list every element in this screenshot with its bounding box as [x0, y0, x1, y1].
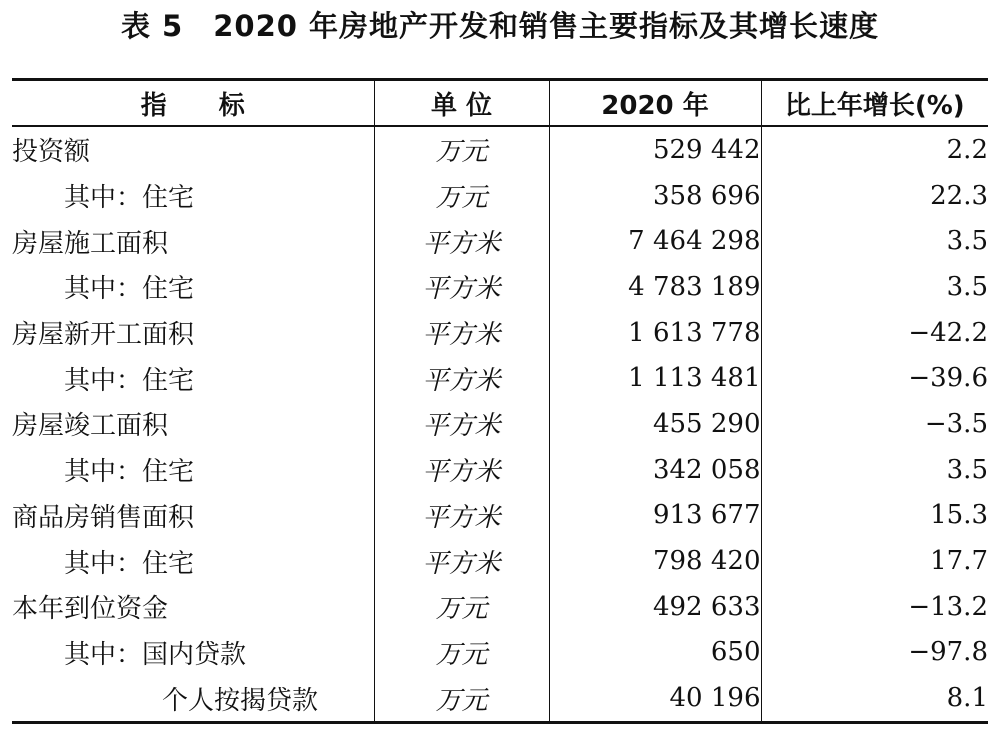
unit-cell: 平方米	[374, 401, 549, 447]
table-row	[12, 584, 988, 630]
growth-cell: 3.5	[761, 218, 988, 264]
growth-cell: −3.5	[761, 401, 988, 447]
table-row	[12, 630, 988, 676]
growth-cell: 22.3	[761, 173, 988, 219]
value-cell: 1 113 481	[549, 355, 761, 401]
table-row	[12, 675, 988, 722]
growth-cell: 15.3	[761, 493, 988, 539]
unit-cell: 平方米	[374, 493, 549, 539]
value-cell: 7 464 298	[549, 218, 761, 264]
value-cell: 40 196	[549, 675, 761, 722]
indicator-name: 房屋施工面积	[12, 228, 169, 259]
unit-cell: 平方米	[374, 264, 549, 310]
value-cell: 529 442	[549, 126, 761, 173]
growth-cell: −13.2	[761, 584, 988, 630]
growth-cell: 3.5	[761, 264, 988, 310]
indicator-table	[12, 78, 988, 724]
indicator-name: 本年到位资金	[12, 594, 169, 625]
indicator-name: 其中：住宅	[64, 457, 195, 488]
value-cell: 4 783 189	[549, 264, 761, 310]
unit-cell: 万元	[374, 126, 549, 173]
table-row	[12, 355, 988, 401]
indicator-name: 房屋竣工面积	[12, 411, 169, 442]
unit-cell: 万元	[374, 630, 549, 676]
indicator-name: 个人按揭贷款	[162, 685, 319, 716]
table-row	[12, 173, 988, 219]
unit-cell: 平方米	[374, 310, 549, 356]
unit-cell: 万元	[374, 173, 549, 219]
value-cell: 358 696	[549, 173, 761, 219]
indicator-name: 其中：国内贷款	[64, 639, 247, 670]
growth-cell: −39.6	[761, 355, 988, 401]
table-row	[12, 264, 988, 310]
indicator-name: 投资额	[12, 137, 91, 168]
table-row	[12, 538, 988, 584]
indicator-name: 其中：住宅	[64, 183, 195, 214]
value-cell: 913 677	[549, 493, 761, 539]
growth-cell: 8.1	[761, 675, 988, 722]
growth-cell: 3.5	[761, 447, 988, 493]
table-row	[12, 218, 988, 264]
unit-cell: 平方米	[374, 447, 549, 493]
table-title: 表 5 2020 年房地产开发和销售主要指标及其增长速度	[120, 9, 880, 43]
header-year: 2020 年	[549, 80, 761, 127]
indicator-name: 房屋新开工面积	[12, 320, 195, 351]
header-indicator: 指 标	[12, 80, 374, 127]
growth-cell: −97.8	[761, 630, 988, 676]
unit-cell: 平方米	[374, 538, 549, 584]
indicator-name: 商品房销售面积	[12, 502, 195, 533]
table-row	[12, 493, 988, 539]
growth-cell: 17.7	[761, 538, 988, 584]
table-row	[12, 310, 988, 356]
value-cell: 342 058	[549, 447, 761, 493]
unit-cell: 平方米	[374, 218, 549, 264]
header-row	[12, 80, 988, 127]
growth-cell: 2.2	[761, 126, 988, 173]
value-cell: 650	[549, 630, 761, 676]
indicator-name: 其中：住宅	[64, 274, 195, 305]
value-cell: 455 290	[549, 401, 761, 447]
table-row	[12, 126, 988, 173]
table-row	[12, 401, 988, 447]
unit-cell: 万元	[374, 584, 549, 630]
table-row	[12, 447, 988, 493]
indicator-name: 其中：住宅	[64, 365, 195, 396]
value-cell: 1 613 778	[549, 310, 761, 356]
value-cell: 798 420	[549, 538, 761, 584]
unit-cell: 万元	[374, 675, 549, 722]
value-cell: 492 633	[549, 584, 761, 630]
header-growth: 比上年增长(%)	[761, 80, 988, 127]
indicator-name: 其中：住宅	[64, 548, 195, 579]
unit-cell: 平方米	[374, 355, 549, 401]
growth-cell: −42.2	[761, 310, 988, 356]
header-unit: 单 位	[374, 80, 549, 127]
